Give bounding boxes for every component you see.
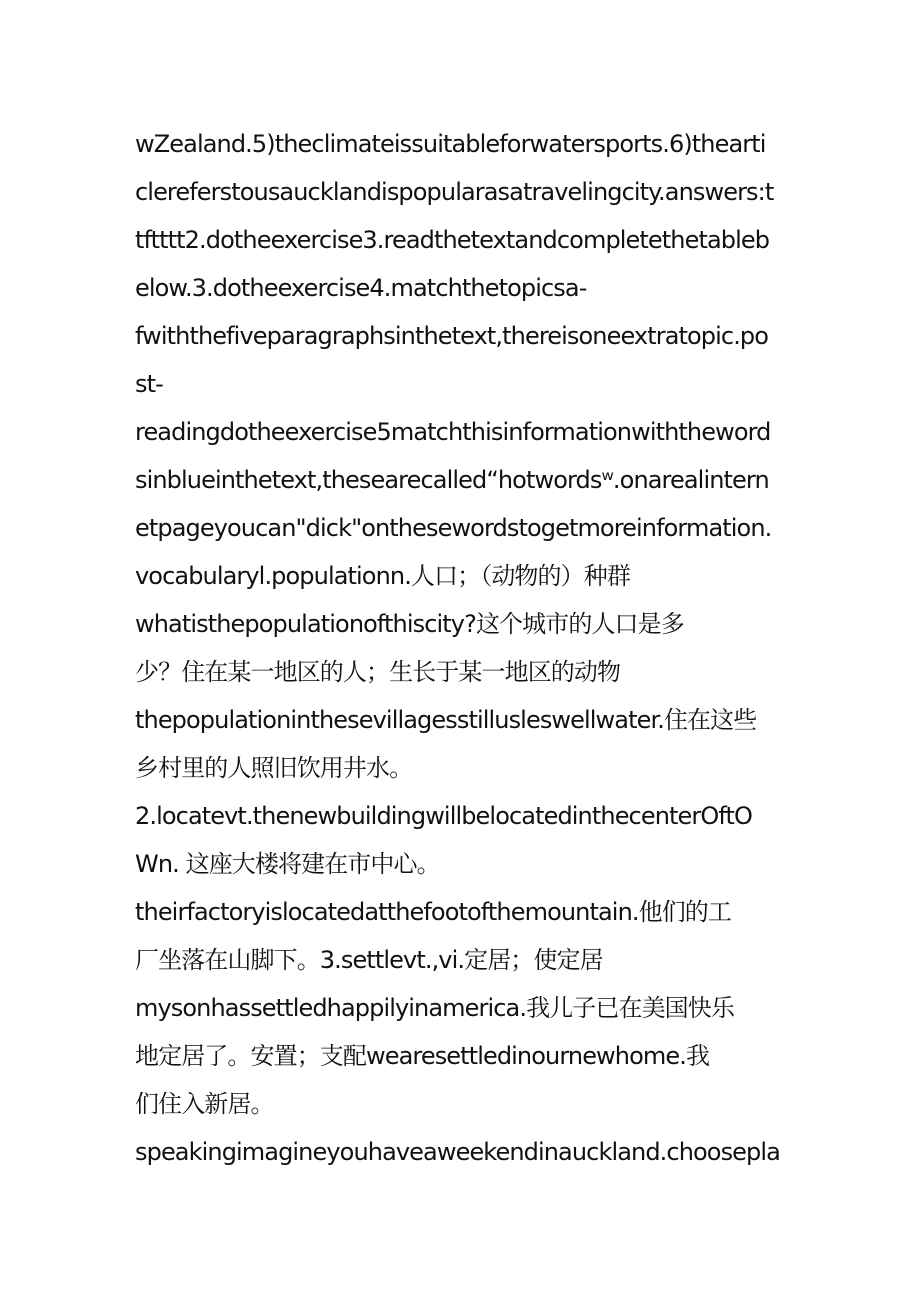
text-line: 地定居了。安置；支配wearesettledinournewhome.我: [135, 1042, 710, 1070]
text-line: clereferstousaucklandispopularasatravelingcity.answers:t: [135, 178, 774, 206]
text-line: elow.3.dotheexercise4.matchthetopicsa-: [135, 274, 587, 302]
text-line: etpageyoucan"dick"onthesewordstogetmoreinformation.: [135, 514, 772, 542]
text-line: readingdotheexercise5matchthisinformationwiththeword: [135, 418, 771, 446]
text-line: speakingimagineyouhaveaweekendinauckland.choosepla: [135, 1138, 780, 1166]
text-line: wZealand.5)theclimateissuitableforwatersports.6)thearti: [135, 130, 766, 158]
text-line: 们住入新居。: [135, 1090, 274, 1118]
text-line: 厂坐落在山脚下。3.settlevt.,vi.定居；使定居: [135, 946, 603, 974]
text-line: thepopulationinthesevillagesstillusleswellwater.住在这些: [135, 706, 757, 734]
text-line: theirfactoryislocatedatthefootofthemountain.他们的工: [135, 898, 732, 926]
text-line: tftttt2.dotheexercise3.readthetextandcompletethetableb: [135, 226, 770, 254]
text-line: 少？住在某一地区的人；生长于某一地区的动物: [135, 658, 621, 686]
text-line: fwiththefiveparagraphsinthetext,thereisoneextratopic.po: [135, 322, 769, 350]
text-line: whatisthepopulationofthiscity?这个城市的人口是多: [135, 610, 684, 638]
text-line: vocabularyl.populationn.人口；（动物的）种群: [135, 562, 630, 590]
document-body: [135, 120, 795, 1176]
text-line: st-: [135, 370, 163, 398]
text-line: 乡村里的人照旧饮用井水。: [135, 754, 413, 782]
text-line: Wn. 这座大楼将建在市中心。: [135, 850, 440, 878]
text-line: sinblueinthetext,thesearecalled“hotwordsʷ.onarealintern: [135, 466, 769, 494]
text-line: mysonhassettledhappilyinamerica.我儿子已在美国快乐: [135, 994, 734, 1022]
text-line: 2.locatevt.thenewbuildingwillbelocatedinthecenterOftO: [135, 802, 752, 830]
